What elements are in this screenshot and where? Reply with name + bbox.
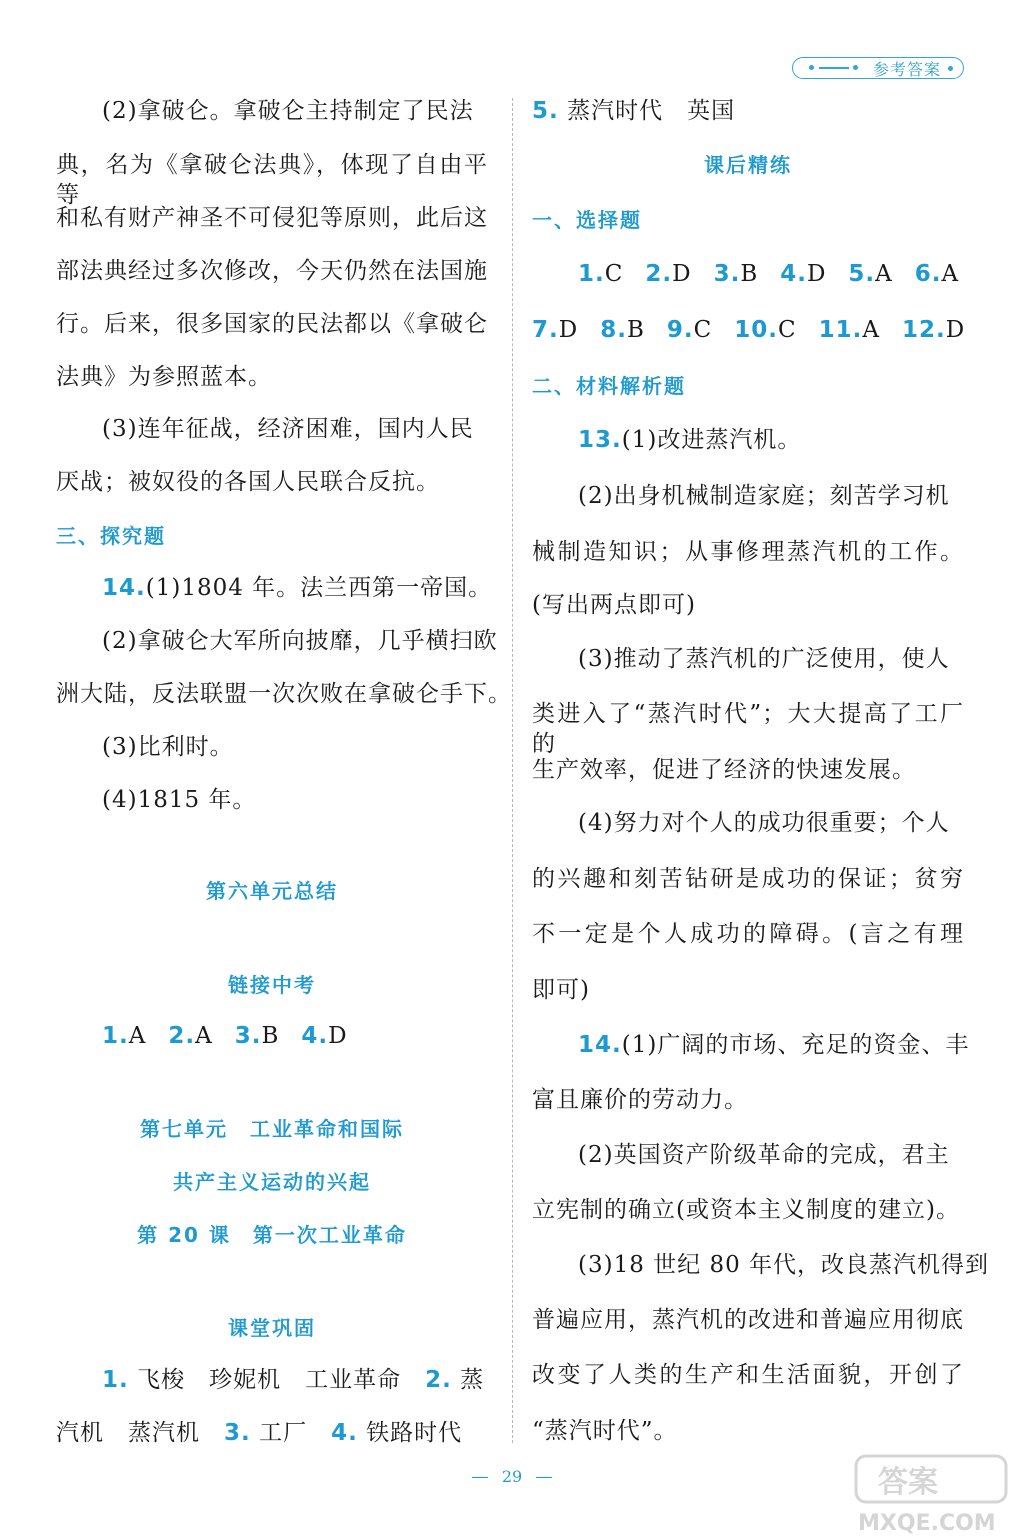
choice-answer-row: 1.C 2.D 3.B 4.D 5.A 6.A (578, 261, 960, 287)
text-line: 部法典经过多次修改，今天仍然在法国施 (56, 258, 488, 284)
text-line: (3)比利时。 (102, 734, 234, 760)
text-line: 法典》为参照蓝本。 (56, 364, 272, 390)
text-line: (2)拿破仑大军所向披靡，几乎横扫欧 (102, 628, 498, 654)
question-line: 14.(1)广阔的市场、充足的资金、丰 (578, 1032, 970, 1058)
text-line: (3)18 世纪 80 年代，改良蒸汽机得到 (578, 1252, 990, 1278)
answer-line: 5. 蒸汽时代 英国 (532, 98, 736, 124)
watermark-logo (848, 1452, 1018, 1536)
text-line: (2)英国资产阶级革命的完成，君主 (578, 1142, 950, 1168)
page-number: 29 (0, 1467, 1024, 1486)
unit-title: 第七单元 工业革命和国际 (140, 1117, 404, 1141)
reference-answer-badge (792, 57, 964, 79)
text-line: (2)拿破仑。拿破仑主持制定了民法 (102, 98, 474, 124)
unit-title: 共产主义运动的兴起 (173, 1170, 371, 1194)
text-line: 典，名为《拿破仑法典》，体现了自由平等 (56, 152, 488, 208)
question-line: 13.(1)改进蒸汽机。 (578, 427, 802, 453)
answer-line: 1. 飞梭 珍妮机 工业革命 2. 蒸 (102, 1367, 485, 1393)
text-line: 改变了人类的生产和生活面貌，开创了 (532, 1362, 964, 1388)
text-line: (4)努力对个人的成功很重要；个人 (578, 810, 950, 836)
choice-answer-row: 7.D 8.B 9.C 10.C 11.A 12.D (532, 317, 966, 343)
text-line: (3)推动了蒸汽机的广泛使用，使人 (578, 646, 950, 672)
text-line: 类进入了“蒸汽时代”；大大提高了工厂的 (532, 701, 964, 757)
section-heading: 一、选择题 (532, 208, 642, 232)
answer-row: 1.A 2.A 3.B 4.D (102, 1023, 348, 1049)
text-line: 富且廉价的劳动力。 (532, 1087, 748, 1113)
text-line: (3)连年征战，经济困难，国内人民 (102, 416, 474, 442)
text-line: 厌战；被奴役的各国人民联合反抗。 (56, 469, 440, 495)
column-divider (512, 98, 513, 1443)
text-line: 立宪制的确立(或资本主义制度的建立)。 (532, 1197, 960, 1223)
text-line: 的兴趣和刻苦钻研是成功的保证；贫穷 (532, 866, 964, 892)
text-line: 和私有财产神圣不可侵犯等原则，此后这 (56, 205, 488, 231)
subsection-title: 课堂巩固 (228, 1316, 316, 1340)
badge-label: 参考答案 (872, 59, 941, 79)
section-heading: 三、探究题 (56, 524, 166, 548)
subsection-title: 链接中考 (228, 973, 316, 997)
lesson-title: 第 20 课 第一次工业革命 (137, 1223, 407, 1247)
question-line: 14.(1)1804 年。法兰西第一帝国。 (102, 575, 493, 601)
question-number: 14. (102, 575, 146, 601)
text-line: 械制造知识；从事修理蒸汽机的工作。 (532, 539, 964, 565)
section-heading: 二、材料解析题 (532, 374, 686, 398)
text-line: 普遍应用，蒸汽机的改进和普遍应用彻底 (532, 1307, 964, 1333)
text-line: (写出两点即可) (532, 592, 696, 618)
subsection-title: 课后精练 (704, 153, 792, 177)
badge-decoration-icon (809, 65, 859, 71)
text-line: 生产效率，促进了经济的快速发展。 (532, 757, 916, 783)
text-line: (4)1815 年。 (102, 787, 257, 813)
unit-summary-title: 第六单元总结 (206, 879, 338, 903)
text-line: 不一定是个人成功的障碍。(言之有理 (532, 921, 964, 947)
answer-line: 汽机 蒸汽机 3. 工厂 4. 铁路时代 (56, 1420, 463, 1446)
svg-text:答案: 答案 (878, 1465, 938, 1500)
text-line: 洲大陆，反法联盟一次次败在拿破仑手下。 (56, 681, 512, 707)
text-line: 即可) (532, 977, 590, 1003)
svg-text:MXQE.COM: MXQE.COM (858, 1511, 996, 1536)
text-line: 行。后来，很多国家的民法都以《拿破仑 (56, 311, 488, 337)
text-line: “蒸汽时代”。 (532, 1418, 678, 1444)
text-line: (2)出身机械制造家庭；刻苦学习机 (578, 483, 950, 509)
